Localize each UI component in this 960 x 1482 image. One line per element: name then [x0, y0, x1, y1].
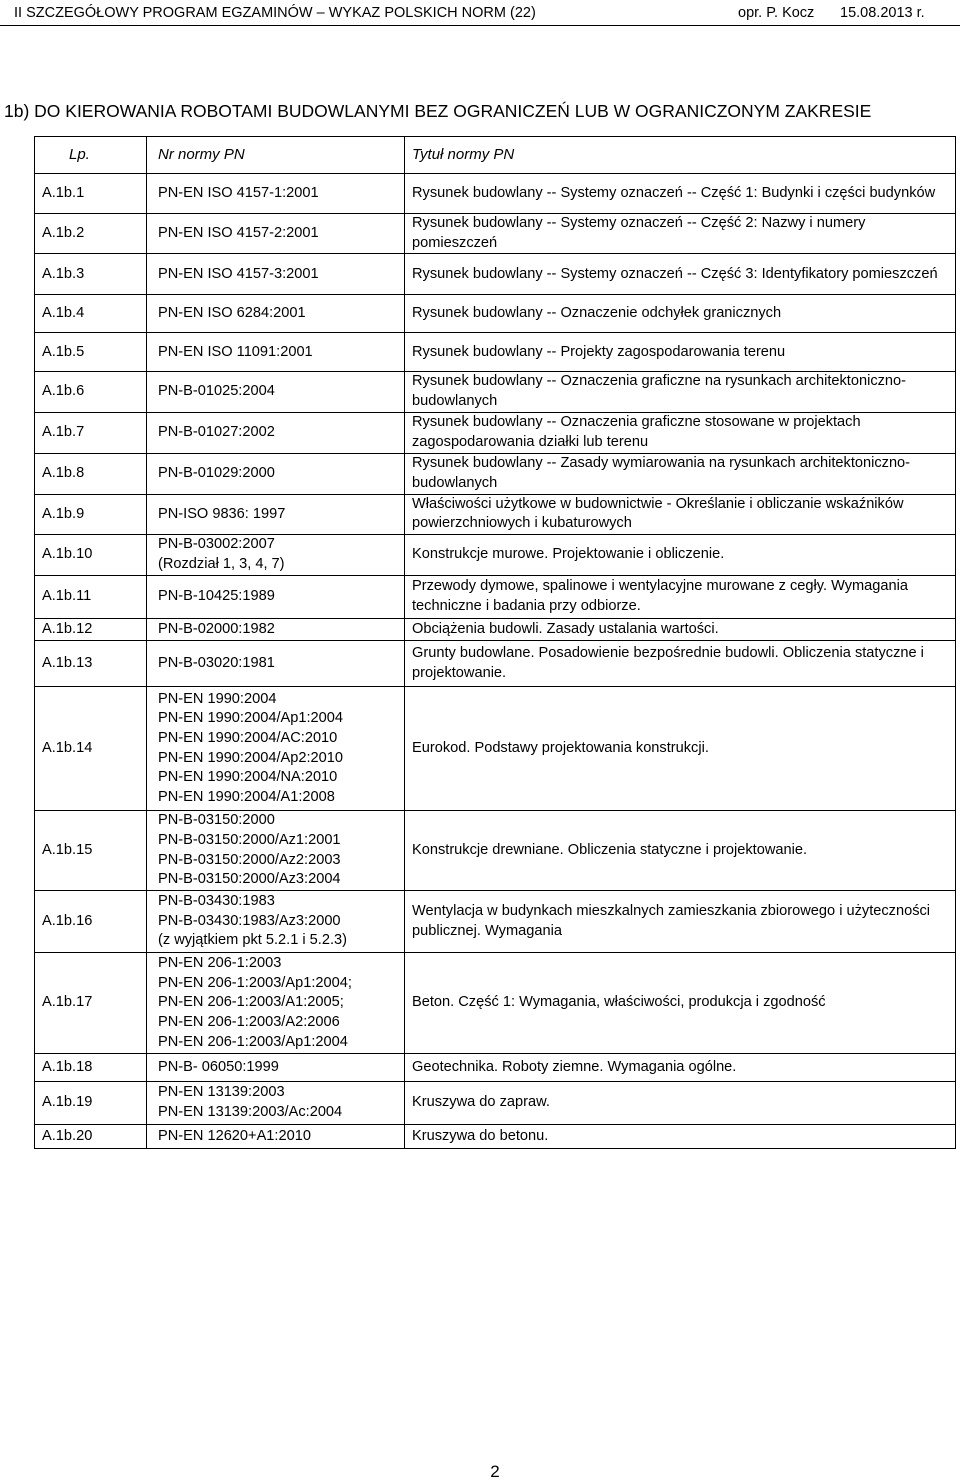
row-lp: A.1b.11 — [35, 576, 147, 619]
table-row — [35, 295, 956, 333]
column-header-lp: Lp. — [35, 137, 147, 174]
row-norm-number: PN-B-03002:2007 (Rozdział 1, 3, 4, 7) — [147, 535, 405, 576]
table-row — [35, 1082, 956, 1125]
row-lp: A.1b.20 — [35, 1125, 147, 1149]
row-norm-number: PN-EN 12620+A1:2010 — [147, 1125, 405, 1149]
row-lp: A.1b.7 — [35, 412, 147, 453]
page-number: 2 — [490, 1462, 500, 1481]
row-lp: A.1b.18 — [35, 1054, 147, 1082]
page-header — [0, 3, 960, 25]
table-row — [35, 811, 956, 891]
row-lp: A.1b.17 — [35, 953, 147, 1054]
row-norm-number: PN-EN ISO 4157-1:2001 — [147, 174, 405, 214]
header-author: opr. P. Kocz — [738, 5, 815, 21]
row-lp: A.1b.14 — [35, 687, 147, 811]
table-row — [35, 576, 956, 619]
row-norm-title: Konstrukcje drewniane. Obliczenia statyczne i projektowanie. — [405, 811, 956, 891]
table-row — [35, 687, 956, 811]
row-norm-title: Przewody dymowe, spalinowe i wentylacyjne murowane z cegły. Wymagania techniczne i badania przy odbiorze. — [405, 576, 956, 619]
row-lp: A.1b.2 — [35, 214, 147, 254]
row-norm-title: Konstrukcje murowe. Projektowanie i obliczenie. — [405, 535, 956, 576]
row-norm-title: Rysunek budowlany -- Zasady wymiarowania na rysunkach architektoniczno-budowlanych — [405, 453, 956, 494]
header-divider — [0, 25, 960, 26]
row-norm-title: Kruszywa do betonu. — [405, 1125, 956, 1149]
row-norm-title: Właściwości użytkowe w budownictwie - Określanie i obliczanie wskaźników powierzchniowych i kubaturowych — [405, 494, 956, 534]
row-norm-number: PN-EN 13139:2003 PN-EN 13139:2003/Ac:2004 — [147, 1082, 405, 1125]
table-body — [35, 174, 956, 1149]
table-row — [35, 254, 956, 295]
row-norm-title: Rysunek budowlany -- Systemy oznaczeń -- Część 3: Identyfikatory pomieszczeń — [405, 254, 956, 295]
row-norm-number: PN-EN ISO 4157-3:2001 — [147, 254, 405, 295]
row-norm-title: Rysunek budowlany -- Oznaczenia graficzne na rysunkach architektoniczno-budowlanych — [405, 372, 956, 412]
row-norm-number: PN-EN 206-1:2003 PN-EN 206-1:2003/Ap1:2004; PN-EN 206-1:2003/A1:2005; PN-EN 206-1:2003/A2:2006 PN-EN 206-1:2003/Ap1:2004 — [147, 953, 405, 1054]
section-title: 1b) DO KIEROWANIA ROBOTAMI BUDOWLANYMI BEZ OGRANICZEŃ LUB W OGRANICZONYM ZAKRESIE — [4, 101, 872, 121]
row-norm-number: PN-EN 1990:2004 PN-EN 1990:2004/Ap1:2004 PN-EN 1990:2004/AC:2010 PN-EN 1990:2004/Ap2:2010 PN-EN 1990:2004/NA:2010 PN-EN 1990:2004/A1:2008 — [147, 687, 405, 811]
table-row — [35, 372, 956, 412]
row-norm-number: PN-B-10425:1989 — [147, 576, 405, 619]
table-row — [35, 174, 956, 214]
row-lp: A.1b.10 — [35, 535, 147, 576]
row-lp: A.1b.16 — [35, 891, 147, 953]
table-row — [35, 953, 956, 1054]
row-lp: A.1b.15 — [35, 811, 147, 891]
row-lp: A.1b.8 — [35, 453, 147, 494]
row-norm-number: PN-B-01029:2000 — [147, 453, 405, 494]
row-norm-title: Beton. Część 1: Wymagania, właściwości, produkcja i zgodność — [405, 953, 956, 1054]
row-lp: A.1b.6 — [35, 372, 147, 412]
row-norm-title: Rysunek budowlany -- Projekty zagospodarowania terenu — [405, 333, 956, 372]
row-norm-title: Rysunek budowlany -- Oznaczenia graficzne stosowane w projektach zagospodarowania działki lub terenu — [405, 412, 956, 453]
row-lp: A.1b.19 — [35, 1082, 147, 1125]
table-row — [35, 333, 956, 372]
row-norm-title: Wentylacja w budynkach mieszkalnych zamieszkania zbiorowego i użyteczności publicznej. Wymagania — [405, 891, 956, 953]
row-lp: A.1b.3 — [35, 254, 147, 295]
table-header-row — [35, 137, 956, 174]
row-norm-title: Kruszywa do zapraw. — [405, 1082, 956, 1125]
row-lp: A.1b.13 — [35, 641, 147, 687]
row-norm-number: PN-B-02000:1982 — [147, 619, 405, 641]
row-lp: A.1b.12 — [35, 619, 147, 641]
row-lp: A.1b.1 — [35, 174, 147, 214]
row-norm-title: Obciążenia budowli. Zasady ustalania wartości. — [405, 619, 956, 641]
row-norm-title: Geotechnika. Roboty ziemne. Wymagania ogólne. — [405, 1054, 956, 1082]
row-norm-title: Rysunek budowlany -- Oznaczenie odchyłek granicznych — [405, 295, 956, 333]
row-norm-number: PN-B-01027:2002 — [147, 412, 405, 453]
row-norm-number: PN-EN ISO 4157-2:2001 — [147, 214, 405, 254]
table-row — [35, 535, 956, 576]
row-lp: A.1b.4 — [35, 295, 147, 333]
row-norm-number: PN-EN ISO 6284:2001 — [147, 295, 405, 333]
row-norm-title: Eurokod. Podstawy projektowania konstrukcji. — [405, 687, 956, 811]
row-norm-number: PN-B-01025:2004 — [147, 372, 405, 412]
table-row — [35, 641, 956, 687]
table-row — [35, 453, 956, 494]
table-row — [35, 1054, 956, 1082]
column-header-title: Tytuł normy PN — [405, 137, 956, 174]
row-norm-title: Rysunek budowlany -- Systemy oznaczeń -- Część 1: Budynki i części budynków — [405, 174, 956, 214]
table-row — [35, 214, 956, 254]
row-norm-number: PN-EN ISO 11091:2001 — [147, 333, 405, 372]
row-lp: A.1b.9 — [35, 494, 147, 534]
row-lp: A.1b.5 — [35, 333, 147, 372]
row-norm-number: PN-B-03430:1983 PN-B-03430:1983/Az3:2000 (z wyjątkiem pkt 5.2.1 i 5.2.3) — [147, 891, 405, 953]
header-date: 15.08.2013 r. — [840, 5, 925, 21]
table-row — [35, 412, 956, 453]
table-row — [35, 494, 956, 534]
norms-table — [34, 136, 956, 1149]
row-norm-title: Rysunek budowlany -- Systemy oznaczeń -- Część 2: Nazwy i numery pomieszczeń — [405, 214, 956, 254]
table-row — [35, 1125, 956, 1149]
row-norm-number: PN-B- 06050:1999 — [147, 1054, 405, 1082]
row-norm-number: PN-ISO 9836: 1997 — [147, 494, 405, 534]
column-header-number: Nr normy PN — [147, 137, 405, 174]
header-program-title: II SZCZEGÓŁOWY PROGRAM EGZAMINÓW – WYKAZ POLSKICH NORM (22) — [14, 5, 536, 21]
row-norm-number: PN-B-03020:1981 — [147, 641, 405, 687]
table-row — [35, 891, 956, 953]
table-row — [35, 619, 956, 641]
row-norm-number: PN-B-03150:2000 PN-B-03150:2000/Az1:2001 PN-B-03150:2000/Az2:2003 PN-B-03150:2000/Az3:2004 — [147, 811, 405, 891]
row-norm-title: Grunty budowlane. Posadowienie bezpośrednie budowli. Obliczenia statyczne i projektowanie. — [405, 641, 956, 687]
